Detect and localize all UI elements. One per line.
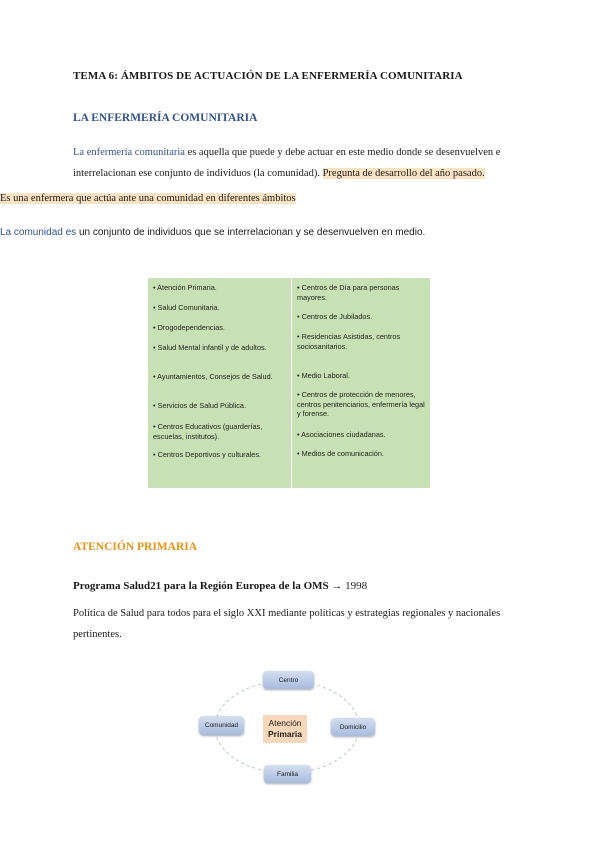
ambitos-table: [148, 278, 430, 488]
center-atencion-primaria: [263, 715, 307, 743]
table-cell: • Drogodependencias.: [153, 323, 225, 332]
table-cell: • Centros de Jubilados.: [297, 312, 373, 321]
atencion-primaria-diagram: [195, 664, 380, 844]
term-comunidad: La comunidad es: [0, 227, 77, 238]
program-year: 1998: [345, 580, 368, 592]
section-heading-enfermeria-comunitaria: LA ENFERMERÍA COMUNITARIA: [73, 112, 258, 124]
arrow-icon: →: [328, 580, 346, 592]
table-cell: • Asociaciones ciudadanas.: [297, 430, 386, 439]
table-cell: • Centros de Día para personas mayores.: [297, 283, 400, 302]
paragraph-definition: [73, 142, 533, 184]
table-column-left: [148, 278, 291, 488]
table-cell: • Centros de protección de menores, centros penitenciarios, enfermería legal y forense.: [297, 390, 425, 418]
definition-text: es aquella que puede y debe actuar en este medio donde se desenvuelven e interrelacionan ese conjunto de individuos (la comunidad).: [73, 147, 501, 179]
paragraph-comunidad: [0, 227, 425, 238]
table-cell: • Salud Mental infantil y de adultos.: [153, 343, 267, 352]
table-cell: • Ayuntamientos, Consejos de Salud.: [153, 372, 273, 381]
program-name: Programa Salud21 para la Región Europea de la OMS: [73, 580, 329, 592]
center-line-1: Atención: [268, 718, 302, 728]
cycle-ring: [195, 664, 380, 844]
program-heading: [73, 580, 367, 592]
section-heading-atencion-primaria: ATENCIÓN PRIMARIA: [73, 541, 198, 553]
exam-note-highlight: Pregunta de desarrollo del año pasado.: [322, 168, 485, 179]
table-cell: • Medio Laboral.: [297, 371, 350, 380]
table-cell: • Residencias Asistidas, centros sociosanitarios.: [297, 332, 401, 351]
table-cell: • Atención Primaria.: [153, 283, 217, 292]
document-title: TEMA 6: ÁMBITOS DE ACTUACIÓN DE LA ENFERMERÍA COMUNITARIA: [73, 70, 463, 82]
comunidad-text: un conjunto de individuos que se interrelacionan y se desenvuelven en medio.: [76, 227, 426, 238]
node-domicilio: Domicilio: [331, 718, 375, 736]
center-line-2: Primaria: [267, 729, 303, 739]
table-cell: • Servicios de Salud Pública.: [153, 401, 247, 410]
node-comunidad: Comunidad: [199, 716, 244, 735]
node-familia: Familia: [264, 765, 311, 783]
table-cell: • Centros Deportivos y culturales.: [153, 450, 261, 459]
table-cell: • Salud Comunitaria.: [153, 303, 220, 312]
table-cell: • Centros Educativos (guarderías, escuelas, institutos).: [153, 422, 263, 441]
paragraph-highlight: [0, 193, 296, 204]
paragraph-politica: Política de Salud para todos para el siglo XXI mediante políticas y estrategias regionales y nacionales pertinentes.: [73, 608, 501, 640]
table-column-right: [292, 278, 430, 488]
term-enfermeria-comunitaria: La enfermería comunitaria: [73, 147, 185, 158]
node-centro: Centro: [263, 671, 314, 689]
highlight-text: Es una enfermera que actúa ante una comunidad en diferentes ámbitos: [0, 193, 296, 204]
table-cell: • Medios de comunicación.: [297, 449, 384, 458]
